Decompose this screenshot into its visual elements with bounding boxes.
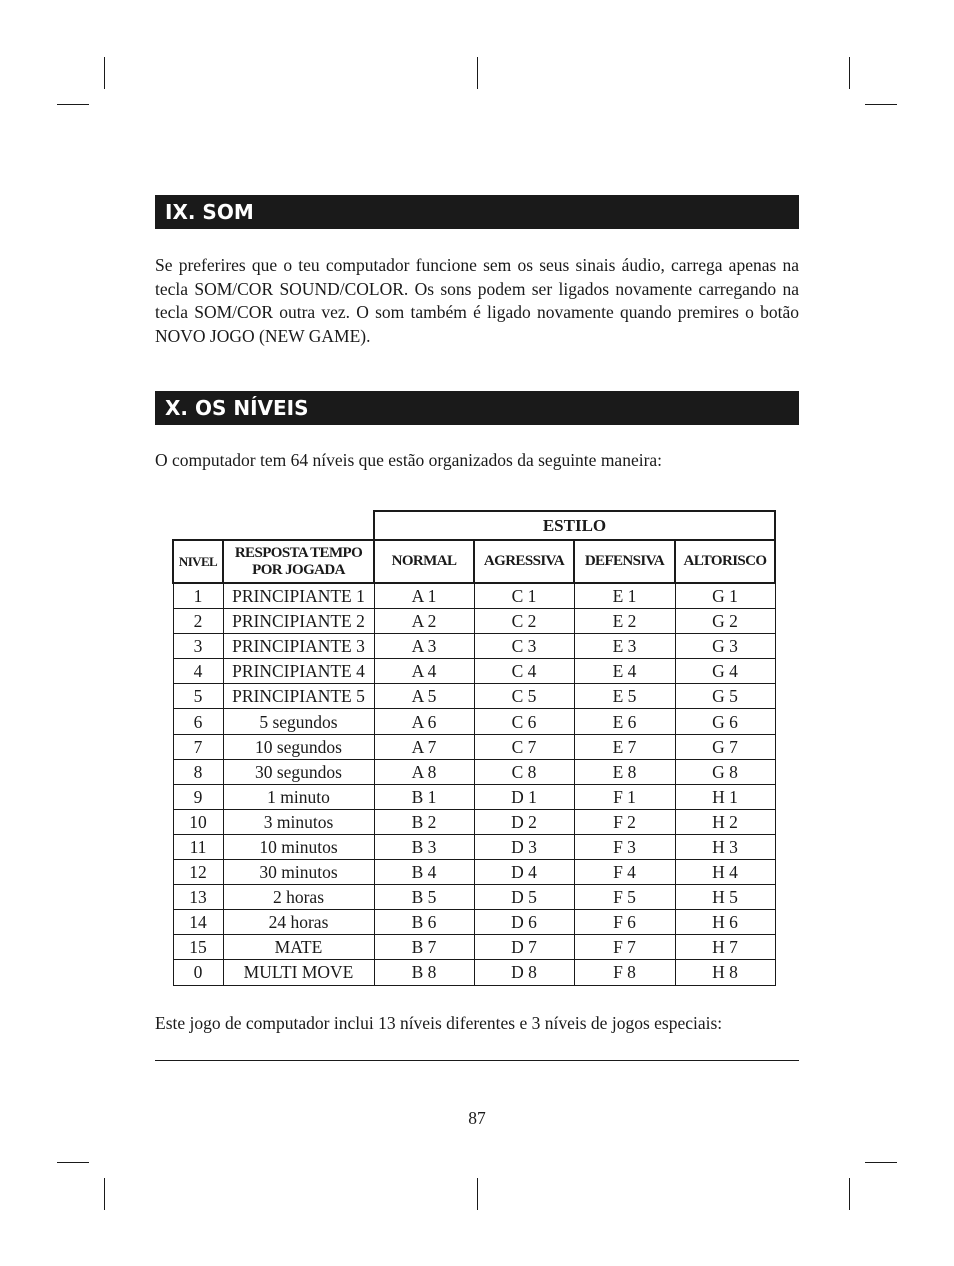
- agressiva-cell: D 8: [474, 960, 574, 985]
- level-cell: 0: [173, 960, 223, 985]
- agressiva-cell: D 2: [474, 809, 574, 834]
- crop-mark: [57, 1162, 89, 1163]
- footer-text: Este jogo de computador inclui 13 níveis diferentes e 3 níveis de jogos especiais:: [155, 1013, 723, 1033]
- time-cell: 10 minutos: [223, 834, 374, 859]
- normal-cell: B 2: [374, 809, 474, 834]
- altorisco-cell: H 4: [675, 860, 775, 885]
- normal-cell: A 7: [374, 734, 474, 759]
- time-cell: MULTI MOVE: [223, 960, 374, 985]
- estilo-header: ESTILO: [374, 511, 775, 540]
- agressiva-cell: C 7: [474, 734, 574, 759]
- table-row: [173, 860, 775, 885]
- level-cell: 8: [173, 759, 223, 784]
- table-row: [173, 609, 775, 634]
- crop-mark: [865, 1162, 897, 1163]
- agressiva-cell: D 4: [474, 860, 574, 885]
- table-row: [173, 960, 775, 985]
- altorisco-cell: H 2: [675, 809, 775, 834]
- crop-mark: [477, 57, 478, 89]
- defensiva-cell: F 5: [574, 885, 675, 910]
- time-cell: 10 segundos: [223, 734, 374, 759]
- time-cell: 3 minutos: [223, 809, 374, 834]
- level-cell: 2: [173, 609, 223, 634]
- level-cell: 11: [173, 834, 223, 859]
- agressiva-cell: D 7: [474, 935, 574, 960]
- normal-cell: B 5: [374, 885, 474, 910]
- time-cell: PRINCIPIANTE 3: [223, 634, 374, 659]
- agressiva-cell: D 1: [474, 784, 574, 809]
- time-cell: 5 segundos: [223, 709, 374, 734]
- time-cell: 1 minuto: [223, 784, 374, 809]
- table-row: [173, 583, 775, 609]
- normal-cell: B 7: [374, 935, 474, 960]
- time-cell: PRINCIPIANTE 1: [223, 583, 374, 609]
- normal-cell: A 1: [374, 583, 474, 609]
- altorisco-cell: H 6: [675, 910, 775, 935]
- level-cell: 7: [173, 734, 223, 759]
- time-cell: PRINCIPIANTE 5: [223, 684, 374, 709]
- altorisco-cell: H 7: [675, 935, 775, 960]
- altorisco-cell: G 3: [675, 634, 775, 659]
- table-row: [173, 910, 775, 935]
- agressiva-cell: C 4: [474, 659, 574, 684]
- defensiva-cell: F 8: [574, 960, 675, 985]
- level-cell: 15: [173, 935, 223, 960]
- defensiva-cell: F 7: [574, 935, 675, 960]
- crop-mark: [849, 57, 850, 89]
- crop-mark: [477, 1178, 478, 1210]
- crop-mark: [57, 104, 89, 105]
- time-cell: PRINCIPIANTE 4: [223, 659, 374, 684]
- header-nivel: NIVEL: [173, 540, 223, 583]
- defensiva-cell: E 7: [574, 734, 675, 759]
- altorisco-cell: H 1: [675, 784, 775, 809]
- agressiva-cell: D 3: [474, 834, 574, 859]
- normal-cell: B 4: [374, 860, 474, 885]
- time-cell: 30 minutos: [223, 860, 374, 885]
- altorisco-cell: G 8: [675, 759, 775, 784]
- header-normal: NORMAL: [374, 540, 474, 583]
- agressiva-cell: D 5: [474, 885, 574, 910]
- normal-cell: B 8: [374, 960, 474, 985]
- defensiva-cell: E 6: [574, 709, 675, 734]
- crop-mark: [104, 57, 105, 89]
- level-cell: 6: [173, 709, 223, 734]
- table-row: [173, 885, 775, 910]
- time-cell: 24 horas: [223, 910, 374, 935]
- defensiva-cell: E 1: [574, 583, 675, 609]
- altorisco-cell: G 4: [675, 659, 775, 684]
- defensiva-cell: E 2: [574, 609, 675, 634]
- level-cell: 10: [173, 809, 223, 834]
- time-cell: 2 horas: [223, 885, 374, 910]
- time-cell: MATE: [223, 935, 374, 960]
- level-cell: 1: [173, 583, 223, 609]
- altorisco-cell: H 8: [675, 960, 775, 985]
- table-row: [173, 935, 775, 960]
- table-row: [173, 659, 775, 684]
- agressiva-cell: C 5: [474, 684, 574, 709]
- niveis-intro: O computador tem 64 níveis que estão organizados da seguinte maneira:: [155, 450, 663, 470]
- crop-mark: [849, 1178, 850, 1210]
- defensiva-cell: E 3: [574, 634, 675, 659]
- normal-cell: B 6: [374, 910, 474, 935]
- time-cell: 30 segundos: [223, 759, 374, 784]
- levels-table: [172, 510, 776, 986]
- level-cell: 12: [173, 860, 223, 885]
- altorisco-cell: G 1: [675, 583, 775, 609]
- agressiva-cell: C 3: [474, 634, 574, 659]
- crop-mark: [104, 1178, 105, 1210]
- defensiva-cell: F 2: [574, 809, 675, 834]
- normal-cell: A 8: [374, 759, 474, 784]
- section-heading-som: IX. SOM: [155, 195, 799, 229]
- table-row: [173, 834, 775, 859]
- crop-mark: [865, 104, 897, 105]
- defensiva-cell: F 6: [574, 910, 675, 935]
- level-cell: 9: [173, 784, 223, 809]
- table-row: [173, 634, 775, 659]
- altorisco-cell: G 5: [675, 684, 775, 709]
- normal-cell: A 2: [374, 609, 474, 634]
- table-row: [173, 684, 775, 709]
- header-agressiva: AGRESSIVA: [474, 540, 574, 583]
- level-cell: 14: [173, 910, 223, 935]
- table-row: [173, 759, 775, 784]
- header-altorisco: ALTORISCO: [675, 540, 775, 583]
- level-cell: 5: [173, 684, 223, 709]
- section-heading-niveis: X. OS NÍVEIS: [155, 391, 799, 425]
- level-cell: 4: [173, 659, 223, 684]
- table-row: [173, 784, 775, 809]
- altorisco-cell: H 5: [675, 885, 775, 910]
- altorisco-cell: H 3: [675, 834, 775, 859]
- page-number: 87: [468, 1108, 486, 1128]
- agressiva-cell: C 1: [474, 583, 574, 609]
- altorisco-cell: G 6: [675, 709, 775, 734]
- normal-cell: B 1: [374, 784, 474, 809]
- defensiva-cell: F 1: [574, 784, 675, 809]
- table-row: [173, 734, 775, 759]
- defensiva-cell: E 5: [574, 684, 675, 709]
- normal-cell: A 3: [374, 634, 474, 659]
- agressiva-cell: C 8: [474, 759, 574, 784]
- normal-cell: A 5: [374, 684, 474, 709]
- header-defensiva: DEFENSIVA: [574, 540, 675, 583]
- header-resposta-tempo: RESPOSTA TEMPO POR JOGADA: [223, 540, 374, 583]
- altorisco-cell: G 7: [675, 734, 775, 759]
- table-corner-blank: [173, 511, 374, 540]
- table-row: [173, 709, 775, 734]
- level-cell: 3: [173, 634, 223, 659]
- normal-cell: A 4: [374, 659, 474, 684]
- agressiva-cell: C 6: [474, 709, 574, 734]
- level-cell: 13: [173, 885, 223, 910]
- defensiva-cell: F 4: [574, 860, 675, 885]
- normal-cell: B 3: [374, 834, 474, 859]
- normal-cell: A 6: [374, 709, 474, 734]
- divider-line: [155, 1060, 799, 1061]
- som-paragraph: Se preferires que o teu computador funcione sem os seus sinais áudio, carrega apenas na tecla SOM/COR SOUND/COLOR. Os sons podem ser ligados novamente carregando na tecla SOM/COR outra vez. O som também é ligado novamente quando premires o botão NOVO JOGO (NEW GAME).: [155, 255, 799, 346]
- levels-table-body: [173, 583, 775, 985]
- table-row: [173, 809, 775, 834]
- defensiva-cell: E 8: [574, 759, 675, 784]
- defensiva-cell: E 4: [574, 659, 675, 684]
- time-cell: PRINCIPIANTE 2: [223, 609, 374, 634]
- altorisco-cell: G 2: [675, 609, 775, 634]
- defensiva-cell: F 3: [574, 834, 675, 859]
- agressiva-cell: C 2: [474, 609, 574, 634]
- agressiva-cell: D 6: [474, 910, 574, 935]
